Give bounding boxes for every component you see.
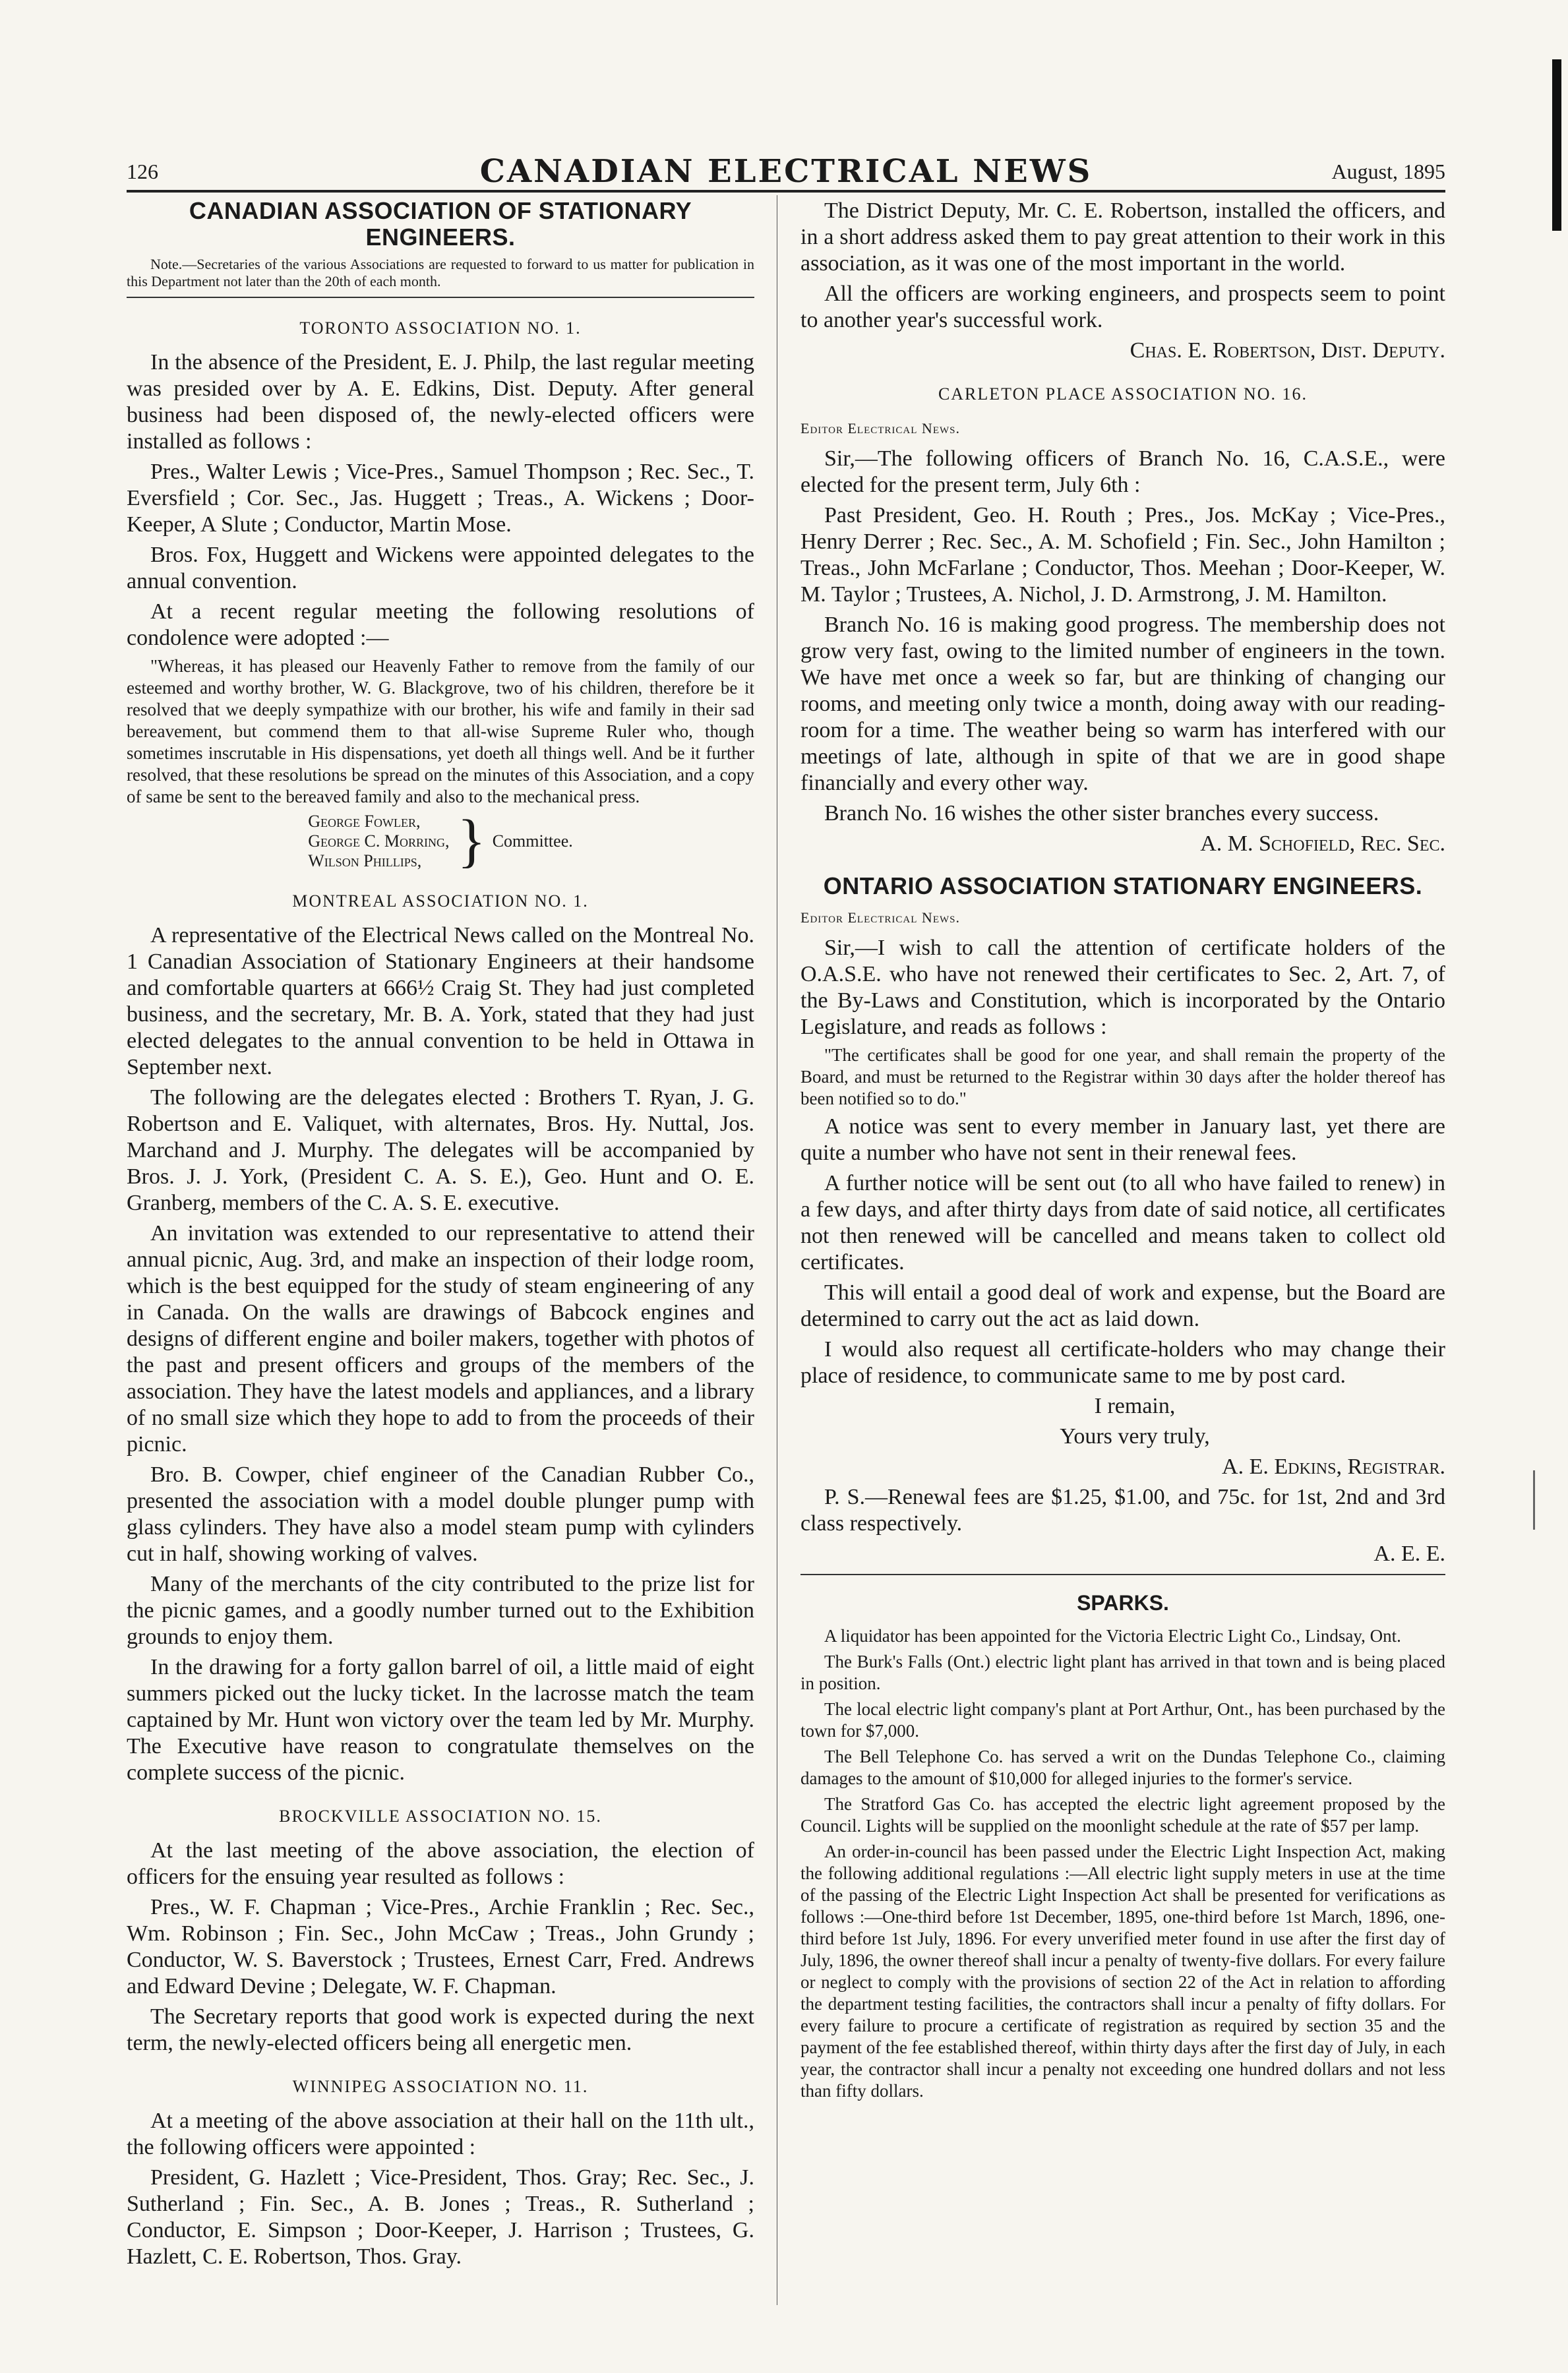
- committee-name: George C. Morring,: [308, 831, 450, 851]
- winnipeg-title: WINNIPEG ASSOCIATION NO. 11.: [292, 2077, 589, 2096]
- toronto-resolution: "Whereas, it has pleased our Heavenly Father to remove from the family of our esteemed and worthy brother, W. G. Blackgrove, two of his children, therefore be it resolved that we deeply sympathize with our brother, his wife and family in their sad bereavement, but commend them to that all-wise Supreme Ruler who, though sometimes inscrutable in His dispensations, yet doeth all things well. And be it further resolved, that these resolutions be spread on the minutes of this Association, and a copy of same be sent to the bereaved family and also to the mechanical press.: [127, 656, 754, 806]
- spark-item: The local electric light company's plant at Port Arthur, Ont., has been purchased by the town for $7,000.: [800, 1699, 1445, 1741]
- editor-note: Note.—Secretaries of the various Associations are requested to forward to us matter for publication in this Department not later than the 20th of each month.: [127, 256, 754, 289]
- right-column: [800, 198, 1445, 2106]
- ontario-editor-line: Editor Electrical News.: [800, 909, 960, 926]
- brockville-p3: The Secretary reports that good work is expected during the next term, the newly-elected officers being all energetic men.: [127, 2004, 754, 2055]
- committee-label: Committee.: [492, 831, 573, 851]
- montreal-title: MONTREAL ASSOCIATION NO. 1.: [292, 891, 589, 911]
- carleton-p3: Branch No. 16 is making good progress. The membership does not grow very fast, owing to the limited number of engineers in the town. We have met once a week so far, but are thinking of changing our rooms, and meeting only twice a month, doing away with our reading-room for a time. The weather being so warm has interfered with our meetings of late, although in spite of that we are in good shape financially and every other way.: [800, 613, 1445, 795]
- carleton-p2: Past President, Geo. H. Routh ; Pres., Jos. McKay ; Vice-Pres., Henry Derrer ; Rec. Sec., A. M. Schofield ; Fin. Sec., John Hamilton ; Treas., John McFarlane ; Conductor, Thos. Meehan ; Door-Keeper, W. M. Taylor ; Trustees, A. Nichol, J. D. Armstrong, J. M. Hamilton.: [800, 503, 1445, 607]
- montreal-p3: An invitation was extended to our representative to attend their annual picnic, Aug. 3rd, and make an inspection of their lodge room, which is the best equipped for the study of steam engineering of any in Canada. On the walls are drawings of Babcock engines and designs of different engine and boiler makers, together with photos of the past and present officers and groups of the members of the association. They have the latest models and appliances, and a library of no small size which they hope to add to from the proceeds of their picnic.: [127, 1221, 754, 1457]
- issue-date: August, 1895: [1331, 160, 1445, 183]
- ontario-signature: A. E. Edkins, Registrar.: [1222, 1455, 1445, 1479]
- winnipeg-p1: At a meeting of the above association at their hall on the 11th ult., the following officers were appointed :: [127, 2109, 754, 2159]
- committee-names: [308, 812, 449, 871]
- toronto-p2: Pres., Walter Lewis ; Vice-Pres., Samuel Thompson ; Rec. Sec., T. Eversfield ; Cor. Sec., Jas. Huggett ; Treas., A. Wickens ; Door-Keeper, A Slute ; Conductor, Martin Mose.: [127, 460, 754, 537]
- ontario-quote: "The certificates shall be good for one year, and shall remain the property of the Board, and must be returned to the Registrar within 30 days after the holder thereof has been notified so to do.": [800, 1045, 1445, 1108]
- brockville-title: BROCKVILLE ASSOCIATION NO. 15.: [279, 1807, 602, 1826]
- ontario-postscript: P. S.—Renewal fees are $1.25, $1.00, and 75c. for 1st, 2nd and 3rd class respectively.: [800, 1485, 1445, 1536]
- toronto-p4: At a recent regular meeting the following resolutions of condolence were adopted :—: [127, 599, 754, 650]
- carleton-editor-line: Editor Electrical News.: [800, 420, 960, 436]
- brace-glyph: }: [457, 808, 486, 874]
- left-column: [127, 198, 754, 2274]
- spark-item: A liquidator has been appointed for the Victoria Electric Light Co., Lindsay, Ont.: [824, 1626, 1401, 1646]
- ontario-p4: This will entail a good deal of work and expense, but the Board are determined to carry out the act as laid down.: [800, 1280, 1445, 1331]
- spark-item: The Bell Telephone Co. has served a writ on the Dundas Telephone Co., claiming damages to the amount of $10,000 for alleged injuries to the former's service.: [800, 1747, 1445, 1788]
- masthead: [127, 153, 1445, 193]
- carleton-title: CARLETON PLACE ASSOCIATION NO. 16.: [938, 384, 1308, 404]
- brockville-p1: At the last meeting of the above association, the election of officers for the ensuing year resulted as follows :: [127, 1838, 754, 1889]
- montreal-p4: Bro. B. Cowper, chief engineer of the Canadian Rubber Co., presented the association with a model double plunger pump with glass cylinders. They have also a model steam pump with cylinders cut in half, showing working of valves.: [127, 1462, 754, 1566]
- winnipeg-cont-p1: The District Deputy, Mr. C. E. Robertson, installed the officers, and in a short address asked them to pay great attention to their work in this association, as it was one of the most important in the world.: [800, 198, 1445, 276]
- ontario-p5: I would also request all certificate-holders who may change their place of residence, to communicate same to me by post card.: [800, 1337, 1445, 1388]
- sparks-rule: [800, 1574, 1445, 1575]
- committee-name: George Fowler,: [308, 812, 421, 831]
- montreal-p2: The following are the delegates elected : Brothers T. Ryan, J. G. Robertson and E. Valiquet, with alternates, Bros. Hy. Nuttal, Jos. Marchand and J. Murphy. The delegates will be accompanied by Bros. J. J. York, (President C. A. S. E.), Geo. Hunt and O. E. Granberg, members of the C. A. S. E. executive.: [127, 1085, 754, 1215]
- section-rule: [127, 297, 754, 298]
- committee-name: Wilson Phillips,: [308, 851, 422, 870]
- spark-item: An order-in-council has been passed under the Electric Light Inspection Act, making the following additional regulations :—All electric light supply meters in use at the time of the passing of the Electric Light Inspection Act shall be presented for verifications as follows :—One-third before 1st December, 1895, one-third before 1st March, 1896, one-third before 1st July, 1896. For every unverified meter found in use after the first day of July, 1896, the owner thereof shall incur a penalty of twenty-five dollars. For every failure or neglect to comply with the provisions of section 22 of the Act in relation to affording the department testing facilities, the contractors shall incur a penalty of fifty dollars. For every failure to procure a certificate of registration as required by section 35 and the payment of the fee established thereof, within thirty days after the first day of July, in each year, the contractor shall incur a penalty not exceeding one hundred dollars and not less than fifty dollars.: [800, 1842, 1445, 2101]
- carleton-p1: Sir,—The following officers of Branch No. 16, C.A.S.E., were elected for the present term, July 6th :: [800, 446, 1445, 497]
- winnipeg-cont-p2: All the officers are working engineers, and prospects seem to point to another year's successful work.: [800, 282, 1445, 332]
- carleton-p4: Branch No. 16 wishes the other sister branches every success.: [824, 801, 1379, 826]
- winnipeg-p2: President, G. Hazlett ; Vice-President, Thos. Gray; Rec. Sec., J. Sutherland ; Fin. Sec., A. B. Jones ; Treas., R. Sutherland ; Conductor, E. Simpson ; Door-Keeper, J. Harrison ; Trustees, G. Hazlett, C. E. Robertson, Thos. Gray.: [127, 2165, 754, 2269]
- brockville-p2: Pres., W. F. Chapman ; Vice-Pres., Archie Franklin ; Rec. Sec., Wm. Robinson ; Fin. Sec., John McCaw ; Treas., John Grundy ; Conductor, W. S. Baverstock ; Trustees, Ernest Carr, Fred. Andrews and Edward Devine ; Delegate, W. F. Chapman.: [127, 1895, 754, 1998]
- spark-item: The Stratford Gas Co. has accepted the electric light agreement proposed by the Council. Lights will be supplied on the moonlight schedule at the rate of $57 per lamp.: [800, 1794, 1445, 1836]
- winnipeg-signature: Chas. E. Robertson, Dist. Deputy.: [1130, 338, 1445, 363]
- ontario-p3: A further notice will be sent out (to all who have failed to renew) in a few days, and after thirty days from date of said notice, all certificates not then renewed will be cancelled and means taken to collect old certificates.: [800, 1171, 1445, 1275]
- ontario-p2: A notice was sent to every member in January last, yet there are quite a number who have not sent in their renewal fees.: [800, 1114, 1445, 1165]
- publication-title: CANADIAN ELECTRICAL NEWS: [479, 153, 1093, 190]
- section-heading-case: CANADIAN ASSOCIATION OF STATIONARY ENGINEERS.: [189, 197, 692, 251]
- montreal-p5: Many of the merchants of the city contributed to the prize list for the picnic games, and a goodly number turned out to the Exhibition grounds to enjoy them.: [127, 1572, 754, 1649]
- scan-edge-mark: [1552, 59, 1561, 231]
- committee-block: [127, 808, 754, 874]
- scan-edge-mark-small: [1533, 1470, 1535, 1530]
- ontario-remain: I remain,: [1094, 1394, 1176, 1418]
- spark-item: The Burk's Falls (Ont.) electric light plant has arrived in that town and is being placed in position.: [800, 1652, 1445, 1693]
- masthead-rule: [127, 190, 1445, 193]
- toronto-p1: In the absence of the President, E. J. Philp, the last regular meeting was presided over by A. E. Edkins, Dist. Deputy. After general business had been disposed of, the newly-elected officers were installed as follows :: [127, 350, 754, 454]
- ontario-yours: Yours very truly,: [1060, 1424, 1210, 1449]
- sparks-heading: SPARKS.: [1077, 1591, 1169, 1615]
- montreal-p1: A representative of the Electrical News called on the Montreal No. 1 Canadian Association of Stationary Engineers at their handsome and comfortable quarters at 666½ Craig St. They had just completed business, and the secretary, Mr. B. A. York, stated that they had just elected delegates to the annual convention to be held in Ottawa in September next.: [127, 923, 754, 1079]
- ontario-ps-signature: A. E. E.: [1373, 1542, 1445, 1566]
- carleton-signature: A. M. Schofield, Rec. Sec.: [1200, 831, 1445, 856]
- montreal-p6: In the drawing for a forty gallon barrel of oil, a little maid of eight summers picked out the lucky ticket. In the lacrosse match the team captained by Mr. Hunt won victory over the team led by Mr. Murphy. The Executive have reason to congratulate themselves on the complete success of the picnic.: [127, 1655, 754, 1785]
- page-number: 126: [127, 160, 158, 183]
- toronto-title: TORONTO ASSOCIATION NO. 1.: [299, 318, 582, 338]
- section-heading-oase: ONTARIO ASSOCIATION STATIONARY ENGINEERS.: [823, 872, 1423, 899]
- ontario-p1: Sir,—I wish to call the attention of certificate holders of the O.A.S.E. who have not renewed their certificates to Sec. 2, Art. 7, of the By-Laws and Constitution, which is incorporated by the Ontario Legislature, and reads as follows :: [800, 936, 1445, 1039]
- toronto-p3: Bros. Fox, Huggett and Wickens were appointed delegates to the annual convention.: [127, 543, 754, 593]
